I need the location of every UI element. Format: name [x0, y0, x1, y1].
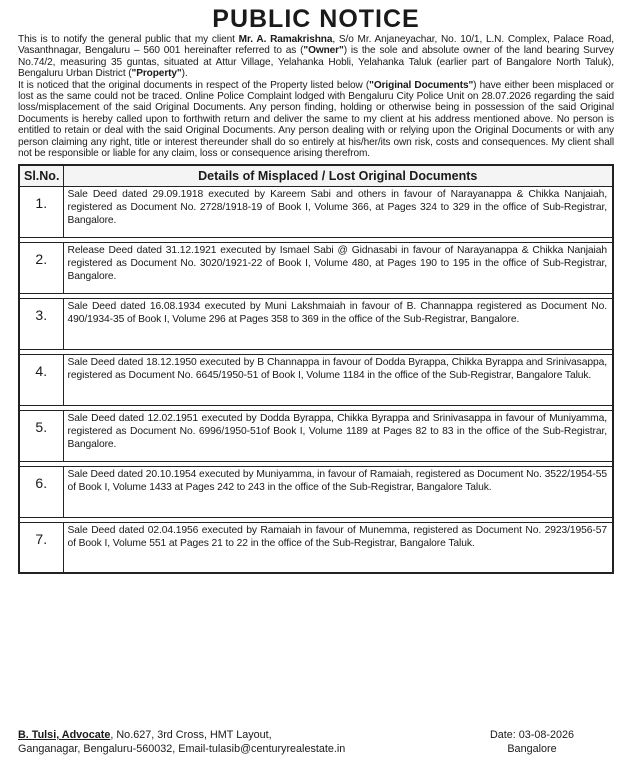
table-row: [19, 410, 613, 461]
row-number: 3.: [19, 298, 63, 349]
documents-table-body: [19, 186, 613, 573]
intro-paragraph-2: [18, 80, 614, 160]
row-number: 7.: [19, 522, 63, 573]
notice-intro: [18, 34, 614, 159]
table-row: [19, 466, 613, 517]
property-term: "Property": [131, 68, 182, 80]
notice-place: Bangalore: [507, 743, 557, 755]
row-description: Sale Deed dated 20.10.1954 executed by Muniyamma, in favour of Ramaiah, registered as Document No. 3522/1954-55 of Book I, Volume 1433 at Pages 242 to 243 in the office of the Sub-Registrar, Bangalore Taluk.: [63, 466, 613, 517]
intro-text: ).: [181, 68, 188, 80]
original-documents-term: "Original Documents": [369, 79, 474, 91]
row-number: 4.: [19, 354, 63, 405]
intro-paragraph-1: [18, 34, 614, 80]
row-description: Sale Deed dated 12.02.1951 executed by Dodda Byrappa, Chikka Byrappa and Srinivasappa in favour of Muniyamma, registered as Document No. 6996/1950-51of Book I, Volume 1189 at Pages 82 to 83 in the office of the Sub-Registrar, Bangalore.: [63, 410, 613, 461]
client-name: Mr. A. Ramakrishna: [238, 34, 333, 45]
date-block: [490, 728, 574, 756]
row-number: 5.: [19, 410, 63, 461]
intro-text: This is to notify the general public that my client: [18, 34, 239, 45]
intro-text: ) have either been misplaced or lost as the same could not be traced. Online Police Complaint lodged with Bengaluru City Police Unit on 28.07.2026 regarding the said loss/misplacement of the said Original Documents. Any person finding, holding or otherwise being in possession of the said Original Documents is hereby called upon to forthwith return and deliver the same to my client at his address mentioned above. No person is entitled to retain or deal with the said Original Documents. Any person dealing with or relying upon the Original Documents or with any person claiming any right, title or interest thereunder shall do so entirely at his/her/its own risk, costs and consequences. My client shall not be responsible or liable for any claim, loss or consequence arising therefrom.: [18, 79, 615, 160]
intro-text: It is noticed that the original documents in respect of the Property listed below (: [18, 79, 370, 91]
notice-date: Date: 03-08-2026: [489, 729, 574, 741]
row-description: Sale Deed dated 02.04.1956 executed by Ramaiah in favour of Munemma, registered as Document No. 2923/1956-57 of Book I, Volume 551 at Pages 21 to 22 in the office of the Sub-Registrar, Bangalore Taluk.: [63, 522, 613, 573]
table-row: [19, 298, 613, 349]
advocate-block: [18, 728, 478, 756]
table-row: [19, 242, 613, 293]
intro-text: , S/o Mr. Anjaneyachar, No. 10/1, L.N. Complex, Palace Road, Vasanthnagar, Bengaluru – 560 001 hereinafter referred to as (: [18, 34, 615, 57]
table-header-row: [19, 165, 613, 186]
table-row: [19, 354, 613, 405]
row-description: Release Deed dated 31.12.1921 executed by Ismael Sabi @ Gidnasabi in favour of Narayanappa & Chikka Nanjaiah registered as Document No. 3020/1921-22 of Book I, Volume 480, at Pages 190 to 195 in the office of Sub-Registrar, Bangalore.: [63, 242, 613, 293]
row-description: Sale Deed dated 29.09.1918 executed by Kareem Sabi and others in favour of Narayanappa & Chikka Nanjaiah, registered as Document No. 2728/1918-19 of Book I, Volume 366, at Pages 324 to 329 in the office of Sub-Registrar, Bangalore.: [63, 186, 613, 237]
address-line-1: , No.627, 3rd Cross, HMT Layout,: [110, 729, 272, 741]
address-line-2: Ganganagar, Bengaluru-560032, Email-tulasib@centuryrealestate.in: [18, 743, 346, 755]
row-description: Sale Deed dated 18.12.1950 executed by B Channappa in favour of Dodda Byrappa, Chikka Byrappa and Srinivasappa, registered as Document No. 6645/1950-51 of Book I, Volume 1184 in the office of the Sub-Registrar, Bangalore Taluk.: [63, 354, 613, 405]
row-number: 2.: [19, 242, 63, 293]
advocate-name: B. Tulsi, Advocate: [18, 729, 111, 741]
owner-term: "Owner": [303, 45, 344, 57]
table-row: [19, 522, 613, 573]
col-sl-no: Sl.No.: [19, 165, 63, 186]
col-details: Details of Misplaced / Lost Original Documents: [63, 165, 613, 186]
intro-text: ) is the sole and absolute owner of the land bearing Survey No.74/2, measuring 35 guntas, situated at Attur Village, Yelahanka Hobli, Yelahanka Taluk (earlier part of Bangalore North Taluk), Bengaluru Urban District (: [18, 45, 614, 80]
row-number: 6.: [19, 466, 63, 517]
notice-title: PUBLIC NOTICE: [212, 5, 420, 33]
row-number: 1.: [19, 186, 63, 237]
documents-table: [18, 164, 614, 574]
table-row: [19, 186, 613, 237]
advocate-line-1: [18, 728, 478, 742]
row-description: Sale Deed dated 16.08.1934 executed by Muni Lakshmaiah in favour of B. Channappa registered as Document No. 490/1934-35 of Book I, Volume 296 at Pages 358 to 369 in the office of the Sub-Registrar, Bangalore.: [63, 298, 613, 349]
